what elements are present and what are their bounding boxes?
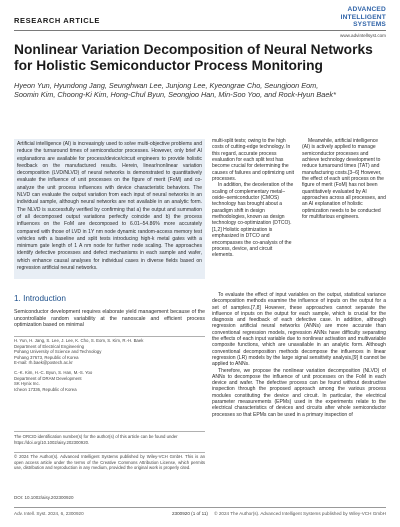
affiliation-line: C.-K. Kim, H.-C. Byun, S. Han, M.-S. Yoo bbox=[14, 369, 93, 375]
footnote-divider bbox=[14, 452, 205, 453]
body-paragraph: Therefore, we propose the nonlinear variation decomposition (NLVD) of ANNs to decompose the influence of unit processes on the FoM in each device and wafer. The defective process can be found without destructive inspection through the proposed approach among the various process modules constituting the device and circuit. In particular, the electrical parameter measurements (EPMs) used in the experiments relate to the electrical characteristics of devices and circuits after whole semiconductor processes so that EPMs can be used in a primary inspection of bbox=[212, 367, 386, 418]
body-paragraph: Meanwhile, artificial intelligence (AI) is actively applied to manage semiconductor processes and achieve technology development to reduce turnaround times (TAT) and manufacturing costs.[3–6] However, the effect of each unit process on the figure of merit (FoM) has not been quantitatively evaluated by AI approaches across all processes, and an AI explanation of holistic optimization needs to be conducted for multifarious engineers. bbox=[302, 138, 386, 221]
journal-logo bbox=[341, 6, 386, 29]
header-divider bbox=[14, 30, 386, 31]
affiliation-line: SK Hynix Inc. bbox=[14, 381, 40, 387]
abstract-box: Artificial intelligence (AI) is increasingly used to solve multi-objective problems and reduce the turnaround times of semiconductor processes. However, only brief AI explanations are available for process/device/circuit engineers to provide holistic feedback on the manufactured results. Herein, linear/nonlinear variation decomposition (LVD/NLVD) of neural networks is demonstrated to quantitatively evaluate the influence of unit processes on the figure of merit (FoM) and co-analyze the unit process influences with device characteristic behaviors. The NLVD can evaluate the output variation from each input of neural networks in an individual sample, although neural networks are not available in an analytic form. The NLVD is successfully verified by confirming that a) the output and summation of all decomposed output variations perfectly coincide and b) the process influences on the FoM are decomposed to 6.01–54.86% more accurately compared with those of LVD in 1Y nm node dynamic random-access memory test vehicles with a baseline and split tests introducing high-k metal gates with a minimum gate length of 1 A nm node for further node scaling. The approaches identify defective processes and defect mechanisms in each sample and wafer, which enhance causal analyses for individual cases in diverse fields based on regression artificial neural networks. bbox=[14, 139, 205, 279]
introduction-text: Semiconductor development requires elaborate yield management because of the uncontrollable random variability at the nanoscale and efficient process optimization based on minimal bbox=[14, 309, 205, 329]
affiliation-line: H. Yun, H. Jang, S. Lee, J. Lee, K. Cho, S. Eom, S. Kim, R.-H. Baek bbox=[14, 338, 144, 343]
affiliations bbox=[14, 338, 205, 392]
footer-page-number: 2300920 (1 of 11) bbox=[172, 511, 208, 516]
affiliation-line: Pohang 37673, Republic of Korea bbox=[14, 354, 79, 360]
body-paragraph: To evaluate the effect of input variables on the output, statistical variance decomposition methods examine the influence of inputs on the output for a set of samples.[7,8] However, these approaches cannot separate the influence of inputs on the output for each sample, which is crucial for the diagnosis and feedback of each defective case. In addition, although regression artificial neural networks (ANNs) are more accurate than conventional regression models, regression ANNs have difficulty separating the effects of each input variable due to nonlinear activation and multivariable composite functions, which are unavailable in an analytic form. Although conventional decomposition methods decompose the influences in linear regression (LR) models by the large signal sensitivity analysis,[9] it cannot be applied to ANNs. bbox=[212, 292, 386, 368]
right-column-upper-left bbox=[212, 138, 295, 259]
footnote-divider bbox=[14, 336, 205, 337]
body-paragraph: multi-split tests; owing to the high costs of cutting-edge technology. In this regard, accurate process evaluation for each split test has become crucial for determining the causes of failures and optimizing unit processes. bbox=[212, 138, 294, 183]
footer-divider bbox=[14, 507, 386, 508]
body-paragraph: In addition, the deceleration of the scaling of complementary metal–oxide–semiconductor (CMOS) technology has brought about a paradigm shift in design methodologies, known as design technology co-optimization (DTCO).[1,2] Holistic optimization is emphasized in DTCO and encompasses the co-analysis of the process, device, and circuit elements. bbox=[212, 182, 294, 259]
doi-link[interactable]: DOI: 10.1002/aisy.202300920 bbox=[14, 495, 74, 500]
author-email[interactable]: E-mail: rh.baek@postech.ac.kr bbox=[14, 360, 73, 366]
right-column-upper-right bbox=[302, 138, 386, 220]
journal-logo-line: SYSTEMS bbox=[353, 21, 386, 29]
affiliation-line: Icheon 17336, Republic of Korea bbox=[14, 386, 77, 392]
affiliation-line: Pohang University of Science and Technology bbox=[14, 349, 102, 355]
right-column-body bbox=[212, 292, 386, 418]
section-heading-introduction: 1. Introduction bbox=[14, 294, 66, 303]
article-title: Nonlinear Variation Decomposition of Neural Networks for Holistic Semiconductor Process Monitoring bbox=[14, 42, 373, 73]
footer-citation: Adv. Intell. Syst. 2024, 6, 2300920 bbox=[14, 511, 84, 516]
page-footer bbox=[14, 511, 386, 521]
page-header bbox=[14, 6, 386, 32]
orcid-note[interactable]: The ORCID identification number(s) for the author(s) of this article can be found under https://doi.org/10.1002/aisy.202300920. bbox=[14, 434, 178, 445]
article-type-label: RESEARCH ARTICLE bbox=[14, 16, 100, 25]
affiliation-line: Department of Electrical Engineering bbox=[14, 343, 84, 349]
affiliation-line: Department of DRAM Development bbox=[14, 375, 82, 381]
journal-website[interactable]: www.advintellsyst.com bbox=[340, 33, 386, 38]
author-list: Hyeon Yun, Hyundong Jang, Seunghwan Lee, Junjong Lee, Kyeongrae Cho, Seungjoon Eom, Soomin Kim, Choong-Ki Kim, Hong-Chul Byun, Seongjoo Han, Min-Soo Yoo, and Rock-Hyun Baek* bbox=[14, 81, 336, 100]
license-note: © 2024 The Author(s). Advanced Intelligent Systems published by Wiley-VCH GmbH. This is an open access article under the terms of the Creative Commons Attribution License, which permits use, distribution and reproduction in any medium, provided the original work is properly cited. bbox=[14, 454, 205, 471]
journal-logo-line: ADVANCED bbox=[347, 6, 386, 13]
journal-logo-line: INTELLIGENT bbox=[340, 13, 386, 21]
footnote-divider bbox=[14, 431, 205, 432]
footer-copyright: © 2024 The Author(s). Advanced Intelligent Systems published by Wiley-VCH GmbH bbox=[214, 511, 386, 516]
